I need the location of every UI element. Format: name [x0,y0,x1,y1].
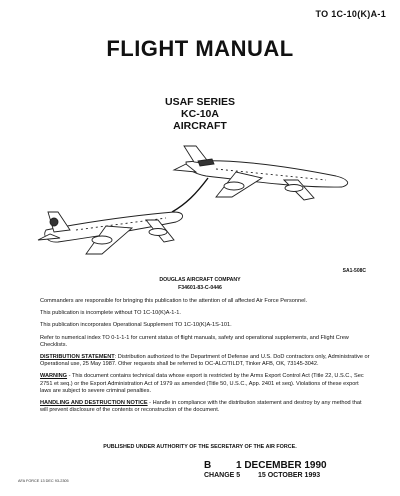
receiver-aircraft [38,212,183,254]
issue-dates [204,460,327,479]
authority-statement: PUBLISHED UNDER AUTHORITY OF THE SECRETARY OF THE AIR FORCE. [103,444,297,450]
warning-text: - This document contains technical data whose export is restricted by the Arms Export Control Act (Title 22, U.S.C., Sec 2751 et seq.) or the Export Administration Act of 1979 as amended (Title 50, U.S.C., App. 2401 et seq). Violations of these export laws are subject to severe criminal penalties. [40,373,364,394]
basic-issue-letter: B [204,460,212,471]
handling-text: - Handle in compliance with the distribution statement and destroy by any method that will prevent disclosure of the contents or reconstruction of the document. [40,400,362,414]
warning-label: WARNING [40,373,68,380]
commanders-notice: Commanders are responsible for bringing this publication to the attention of all affected Air Force Personnel. [40,298,307,304]
contract-number: F34601-83-C-0446 [178,285,222,291]
series-line: USAF SERIES [164,96,235,108]
figure-id: SA1-508C [342,268,366,274]
basic-issue-date: 1 DECEMBER 1990 [236,460,327,471]
aircraft-series-block [0,96,400,132]
supplement-notice: This publication incorporates Operational Supplement TO 1C-10(K)A-1S-101. [40,322,232,329]
page-title: FLIGHT MANUAL [106,36,294,61]
notice-paragraphs [40,298,370,419]
distribution-text: : Distribution authorized to the Department of Defense and U.S. DoD contractors only, Administrative or Operational use, 25 May 1987. Other requests shall be referred to OC-ALC/TILDT, Tinker AFB, OK, 73145-3042. [40,354,370,368]
company-name: DOUGLAS AIRCRAFT COMPANY [159,277,241,283]
distribution-label: DISTRIBUTION STATEMENT [40,354,115,361]
change-date: 15 OCTOBER 1993 [258,472,321,479]
aircraft-line: AIRCRAFT [173,120,227,132]
print-code: AFA FORCE 13 DEC 93-2305 [18,479,69,483]
index-notice: Refer to numerical index TO 0-1-1-1 for current status of flight manuals, safety and operational supplements, and Flight Crew Checklists. [40,334,349,348]
incomplete-notice: This publication is incomplete without TO 1C-10(K)A-1-1. [40,310,181,317]
handling-label: HANDLING AND DESTRUCTION NOTICE [40,400,148,407]
handling-notice [40,400,370,414]
export-warning [40,373,370,395]
change-number: CHANGE 5 [204,472,241,479]
company-block [0,276,400,292]
tanker-aircraft [174,146,348,200]
aircraft-refueling-illustration [36,142,366,270]
to-number: TO 1C-10(K)A-1 [315,9,386,19]
model-line: KC-10A [181,108,219,120]
refueling-boom [172,178,208,212]
distribution-statement [40,354,370,368]
